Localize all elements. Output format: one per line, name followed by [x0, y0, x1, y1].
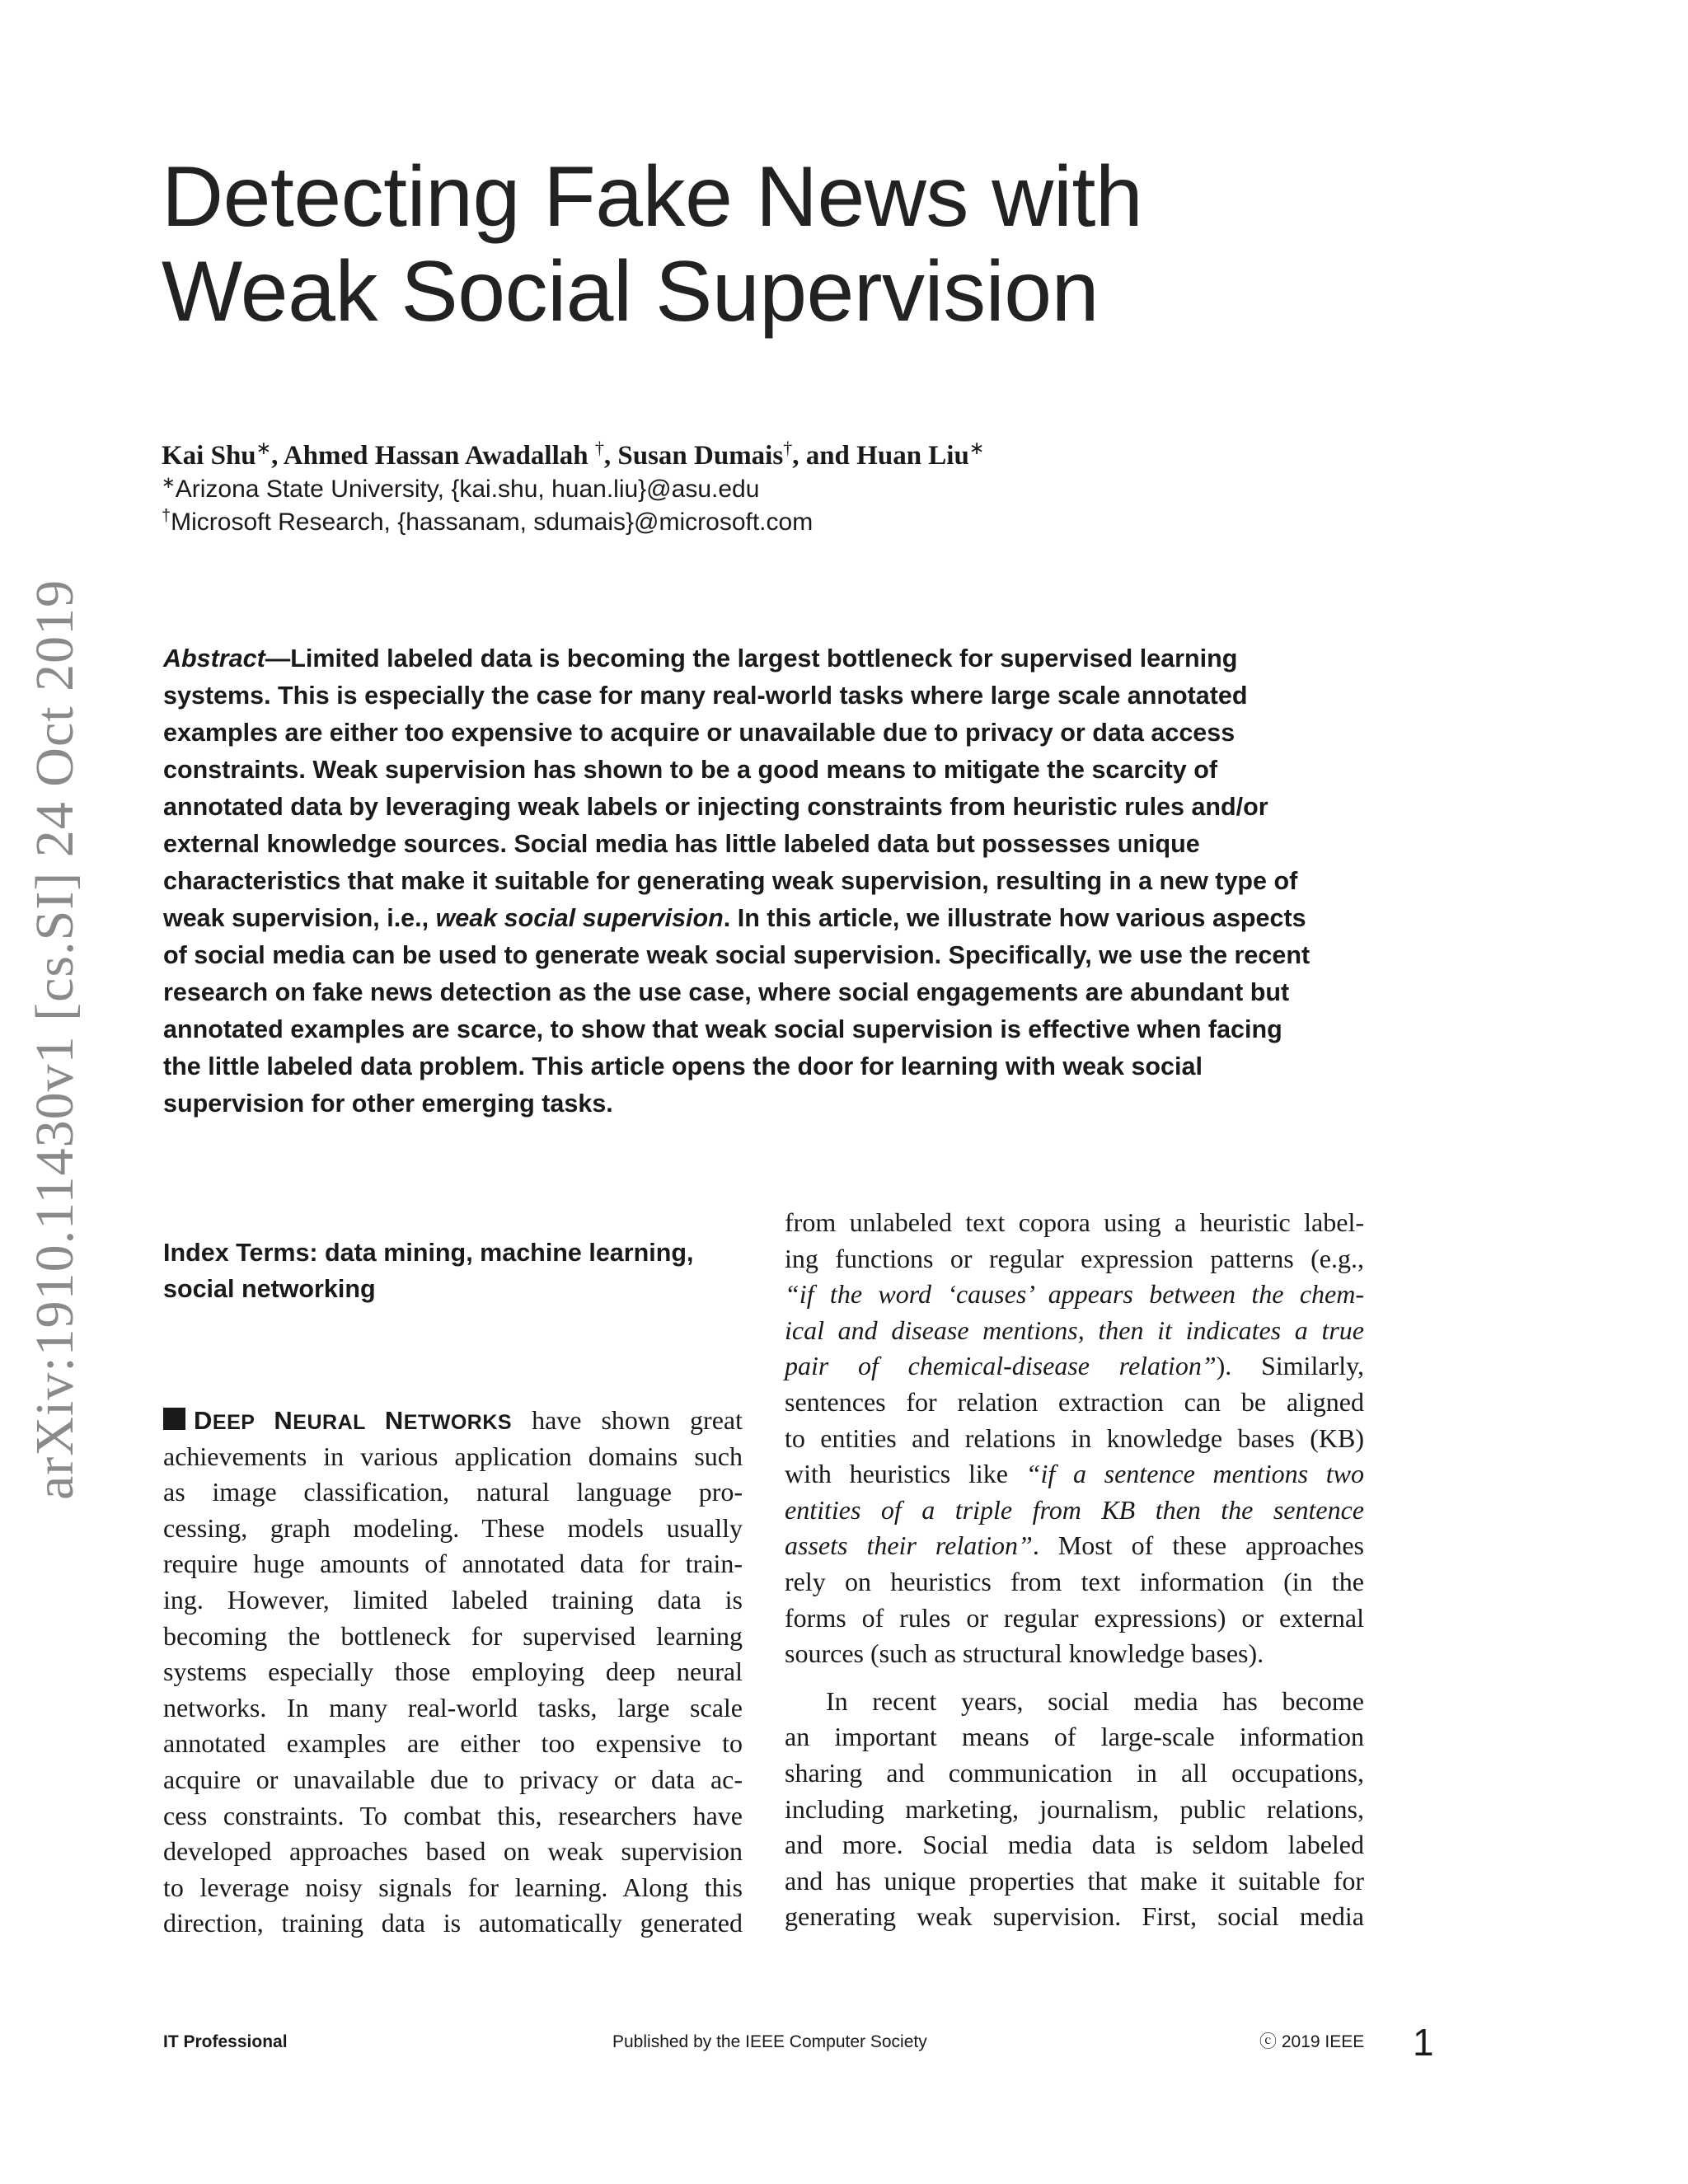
body-line: sharing and communication in all occupations, [785, 1757, 1364, 1788]
body-line: require huge amounts of annotated data for train- [163, 1549, 743, 1579]
index-terms [163, 1235, 757, 1307]
body-line: cessing, graph modeling. These models usually [163, 1512, 743, 1543]
affiliation-microsoft [162, 499, 1398, 539]
abstract-line: weak supervision, i.e., weak social supervision. In this article, we illustrate how various aspects [163, 904, 1306, 932]
index-terms-line: Index Terms: data mining, machine learning, [163, 1239, 694, 1267]
body-line: annotated examples are either too expensive to [163, 1728, 743, 1759]
body-line: acquire or unavailable due to privacy or data ac- [163, 1764, 743, 1794]
affiliation-mark: ∗ [162, 474, 176, 492]
body-line: with heuristics like “if a sentence mentions two [785, 1459, 1365, 1489]
body-line: to leverage noisy signals for learning. Along this [163, 1872, 743, 1902]
body-line: forms of rules or regular expressions) or external [785, 1602, 1364, 1633]
affiliation-mark: † [594, 438, 604, 458]
emphasis-term: weak social supervision [435, 904, 724, 932]
abstract-line: external knowledge sources. Social media has little labeled data but possesses unique [163, 830, 1200, 858]
author-name: Susan Dumais [617, 441, 784, 471]
body-line: direction, training data is automatically generated [163, 1908, 743, 1938]
body-line: generating weak supervision. First, social media [785, 1901, 1364, 1932]
body-line: pair of chemical-disease relation”). Similarly, [785, 1351, 1365, 1381]
body-line: achievements in various application domains such [163, 1441, 743, 1471]
affiliation-mark: † [162, 507, 171, 525]
abstract-line: Abstract—Limited labeled data is becoming the largest bottleneck for supervised learning [163, 644, 1238, 673]
body-line: cess constraints. To combat this, researchers have [163, 1800, 743, 1830]
body-line: networks. In many real-world tasks, large scale [163, 1692, 743, 1722]
body-column-right [785, 1205, 1364, 1935]
title-line-2: Weak Social Supervision [162, 244, 1099, 340]
body-line: developed approaches based on weak supervision [163, 1836, 743, 1867]
page-number: 1 [1413, 2021, 1434, 2064]
body-line: ing. However, limited labeled training data is [163, 1584, 743, 1615]
abstract-line: systems. This is especially the case for many real-world tasks where large scale annotated [163, 682, 1248, 710]
abstract-line: constraints. Weak supervision has shown to be a good means to mitigate the scarcity of [163, 756, 1218, 784]
body-line: and more. Social media data is seldom labeled [785, 1830, 1364, 1860]
paper-title [162, 150, 1398, 340]
body-line: ing functions or regular expression patterns (e.g., [785, 1243, 1364, 1273]
body-line: In recent years, social media has become [826, 1685, 1364, 1716]
paragraph-gap [785, 1672, 1364, 1684]
abstract-line: annotated data by leveraging weak labels or injecting constraints from heuristic rules and/or [163, 793, 1268, 821]
body-line: “if the word ‘causes’ appears between the chem- [785, 1279, 1364, 1310]
author-name: Kai Shu [162, 441, 256, 471]
body-column-left [163, 1403, 743, 1942]
body-line: as image classification, natural language pro- [163, 1477, 743, 1507]
body-line: including marketing, journalism, public relations, [785, 1793, 1364, 1824]
body-line: entities of a triple from KB then the sentence [785, 1494, 1364, 1525]
arxiv-identifier-stamp: arXiv:1910.11430v1 [cs.SI] 24 Oct 2019 [25, 579, 85, 1500]
body-line: rely on heuristics from text information (in the [785, 1566, 1364, 1596]
body-line: becoming the bottleneck for supervised learning [163, 1620, 743, 1651]
body-line: sources (such as structural knowledge bases). [785, 1638, 1264, 1669]
author-name: Ahmed Hassan Awadallah [283, 441, 595, 471]
body-line: sentences for relation extraction can be aligned [785, 1386, 1364, 1417]
affiliation-text: Microsoft Research, {hassanam, sdumais}@microsoft.com [171, 509, 814, 536]
abstract-line: supervision for other emerging tasks. [163, 1090, 613, 1118]
affiliation-text: Arizona State University, {kai.shu, huan.liu}@asu.edu [175, 476, 760, 503]
abstract-label: Abstract [163, 644, 265, 673]
body-line: DEEP NEURAL NETWORKS have shown great [163, 1403, 743, 1439]
body-line: to entities and relations in knowledge bases (KB) [785, 1422, 1364, 1453]
lead-in-words: DEEP NEURAL NETWORKS [194, 1406, 513, 1435]
footer-copyright: ⓒ 2019 IEEE [1259, 2032, 1365, 2051]
body-line: an important means of large-scale information [785, 1722, 1364, 1752]
body-line: from unlabeled text copora using a heuristic label- [785, 1207, 1364, 1237]
body-line: and has unique properties that make it suitable for [785, 1865, 1364, 1896]
section-marker-square [163, 1408, 185, 1430]
abstract-line: characteristics that make it suitable for generating weak supervision, resulting in a new type of [163, 867, 1298, 895]
abstract-line: research on fake news detection as the use case, where social engagements are abundant but [163, 978, 1290, 1006]
index-terms-line: social networking [163, 1275, 376, 1303]
abstract-line: annotated examples are scarce, to show that weak social supervision is effective when facing [163, 1015, 1282, 1043]
abstract [163, 640, 1367, 1122]
abstract-line: the little labeled data problem. This article opens the door for learning with weak social [163, 1052, 1203, 1080]
title-line-1: Detecting Fake News with [162, 149, 1143, 245]
author-separator: , [603, 441, 618, 471]
body-line: assets their relation”. Most of these approaches [785, 1530, 1364, 1561]
affiliation-mark: ∗ [968, 438, 985, 458]
body-line: ical and disease mentions, then it indicates a true [785, 1315, 1364, 1345]
footer-journal-name: IT Professional [163, 2032, 288, 2051]
body-line: systems especially those employing deep neural [163, 1657, 743, 1687]
footer-publisher: Published by the IEEE Computer Society [612, 2032, 927, 2051]
author-separator: , [271, 441, 284, 471]
affiliation-mark: † [783, 438, 793, 458]
author-separator: , and [792, 441, 857, 471]
author-name: Huan Liu [856, 441, 969, 471]
abstract-line: of social media can be used to generate weak social supervision. Specifically, we use the recent [163, 941, 1311, 969]
affiliation-mark: ∗ [256, 438, 272, 458]
abstract-line: examples are either too expensive to acquire or unavailable due to privacy or data access [163, 719, 1236, 747]
